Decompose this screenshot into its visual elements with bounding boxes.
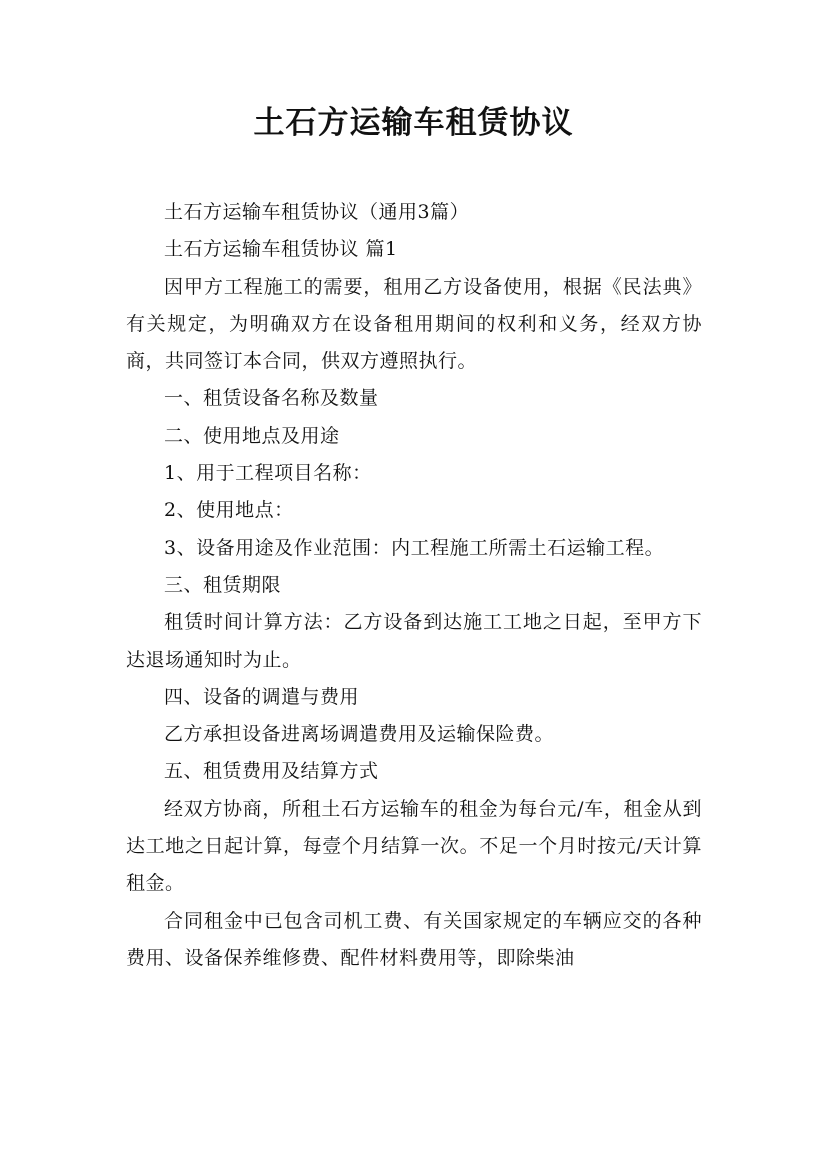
paragraph: 合同租金中已包含司机工费、有关国家规定的车辆应交的各种费用、设备保养维修费、配件材料费用等，即除柴油	[126, 909, 702, 969]
paragraph: 四、设备的调遣与费用	[164, 685, 360, 708]
paragraph: 二、使用地点及用途	[164, 424, 340, 447]
document-body	[126, 194, 702, 977]
paragraph: 乙方承担设备进离场调遣费用及运输保险费。	[164, 723, 555, 746]
paragraph: 2、使用地点：	[164, 499, 294, 522]
paragraph: 1、用于工程项目名称：	[164, 462, 372, 485]
paragraph: 土石方运输车租赁协议（通用3篇）	[164, 201, 470, 223]
paragraph: 三、租赁期限	[164, 573, 282, 596]
paragraph: 五、租赁费用及结算方式	[164, 760, 379, 783]
paragraph: 土石方运输车租赁协议 篇1	[164, 238, 398, 261]
paragraph: 3、设备用途及作业范围：内工程施工所需土石运输工程。	[164, 536, 665, 559]
paragraph: 租赁时间计算方法：乙方设备到达施工工地之日起，至甲方下达退场通知时为止。	[126, 611, 702, 671]
paragraph: 一、租赁设备名称及数量	[164, 387, 379, 410]
paragraph: 经双方协商，所租土石方运输车的租金为每台元/车，租金从到达工地之日起计算，每壹个月结算一次。不足一个月时按元/天计算租金。	[126, 797, 702, 895]
document-title: 土石方运输车租赁协议	[253, 105, 574, 141]
paragraph: 因甲方工程施工的需要，租用乙方设备使用，根据《民法典》有关规定，为明确双方在设备租用期间的权利和义务，经双方协商，共同签订本合同，供双方遵照执行。	[126, 275, 702, 373]
